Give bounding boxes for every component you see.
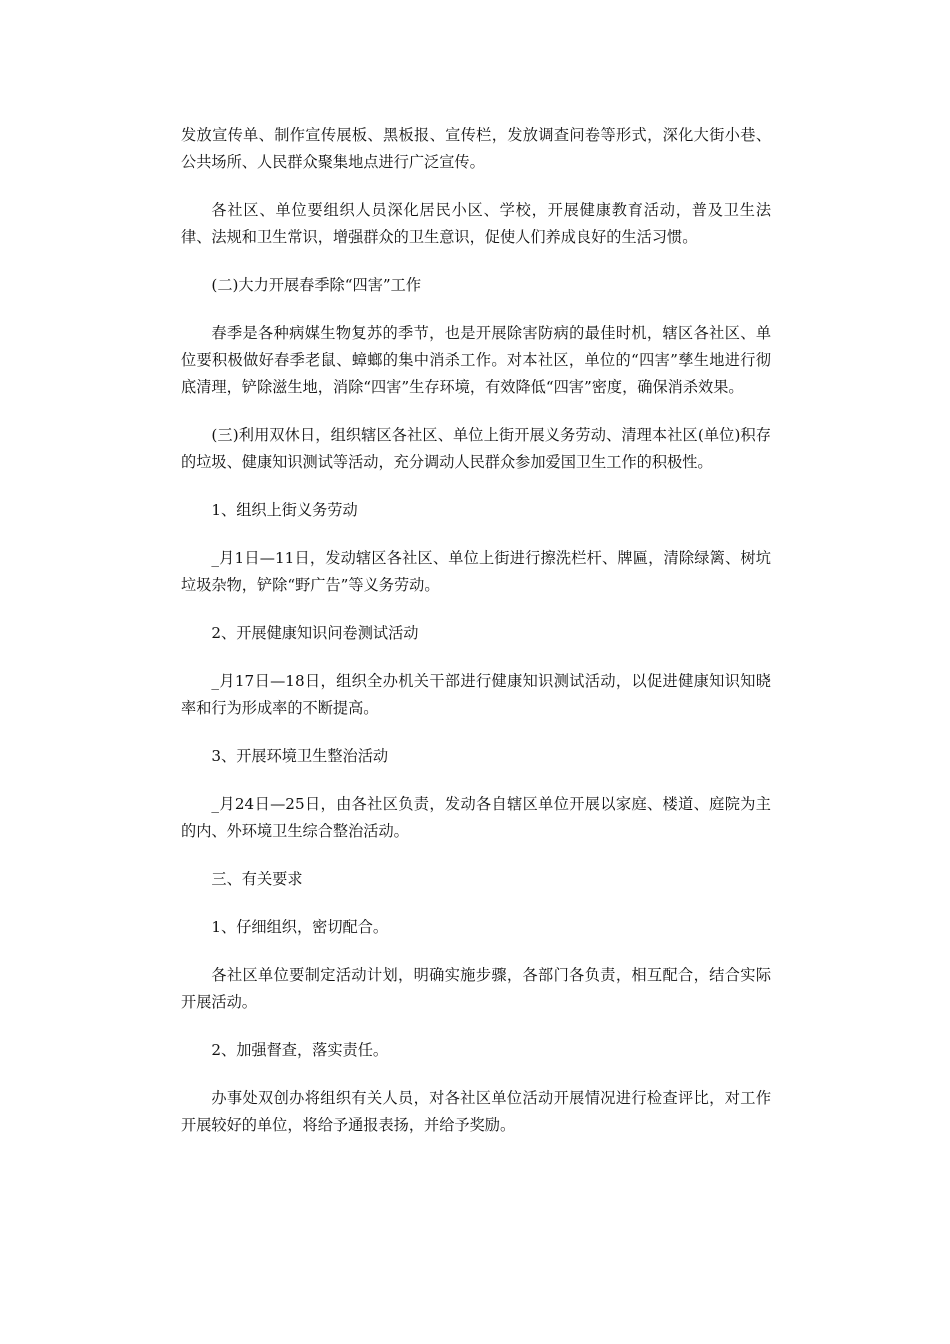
paragraph-supervision: 办事处双创办将组织有关人员，对各社区单位活动开展情况进行检查评比，对工作开展较好的单位，将给予通报表扬，并给予奖励。 — [181, 1089, 771, 1134]
paragraph-continuation: 发放宣传单、制作宣传展板、黑板报、宣传栏，发放调查问卷等形式，深化大街小巷、公共场所、人民群众聚集地点进行广泛宣传。 — [181, 126, 771, 171]
paragraph-volunteer-labor: _月1日—11日，发动辖区各社区、单位上街进行擦洗栏杆、牌匾，清除绿篱、树坑垃圾杂物，铲除“野广告”等义务劳动。 — [181, 549, 771, 594]
paragraph-environment-cleanup: _月24日—25日，由各社区负责，发动各自辖区单位开展以家庭、楼道、庭院为主的内、外环境卫生综合整治活动。 — [181, 795, 771, 840]
subheading-health-quiz: 2、开展健康知识问卷测试活动 — [211, 624, 419, 642]
subheading-volunteer-labor: 1、组织上街义务劳动 — [211, 501, 358, 519]
section-heading-spring-pest-control: (二)大力开展春季除“四害”工作 — [211, 276, 422, 294]
paragraph-health-quiz: _月17日—18日，组织全办机关干部进行健康知识测试活动，以促进健康知识知晓率和行为形成率的不断提高。 — [181, 672, 771, 717]
paragraph-health-education: 各社区、单位要组织人员深化居民小区、学校，开展健康教育活动，普及卫生法律、法规和卫生常识，增强群众的卫生意识，促使人们养成良好的生活习惯。 — [181, 201, 771, 246]
subheading-supervision: 2、加强督查，落实责任。 — [211, 1041, 389, 1059]
section-heading-requirements: 三、有关要求 — [211, 870, 303, 888]
paragraph-spring-pest-control: 春季是各种病媒生物复苏的季节，也是开展除害防病的最佳时机，辖区各社区、单位要积极做好春季老鼠、蟑螂的集中消杀工作。对本社区，单位的“四害”孳生地进行彻底清理，铲除滋生地，消除“四害”生存环境，有效降低“四害”密度，确保消杀效果。 — [181, 324, 771, 396]
paragraph-organize-cooperate: 各社区单位要制定活动计划，明确实施步骤，各部门各负责，相互配合，结合实际开展活动。 — [181, 966, 771, 1011]
subheading-environment-cleanup: 3、开展环境卫生整治活动 — [211, 747, 389, 765]
subheading-organize-cooperate: 1、仔细组织，密切配合。 — [211, 918, 389, 936]
document-body — [181, 122, 771, 1160]
paragraph-weekend-activities: (三)利用双休日，组织辖区各社区、单位上街开展义务劳动、清理本社区(单位)积存的垃圾、健康知识测试等活动，充分调动人民群众参加爱国卫生工作的积极性。 — [181, 426, 771, 471]
